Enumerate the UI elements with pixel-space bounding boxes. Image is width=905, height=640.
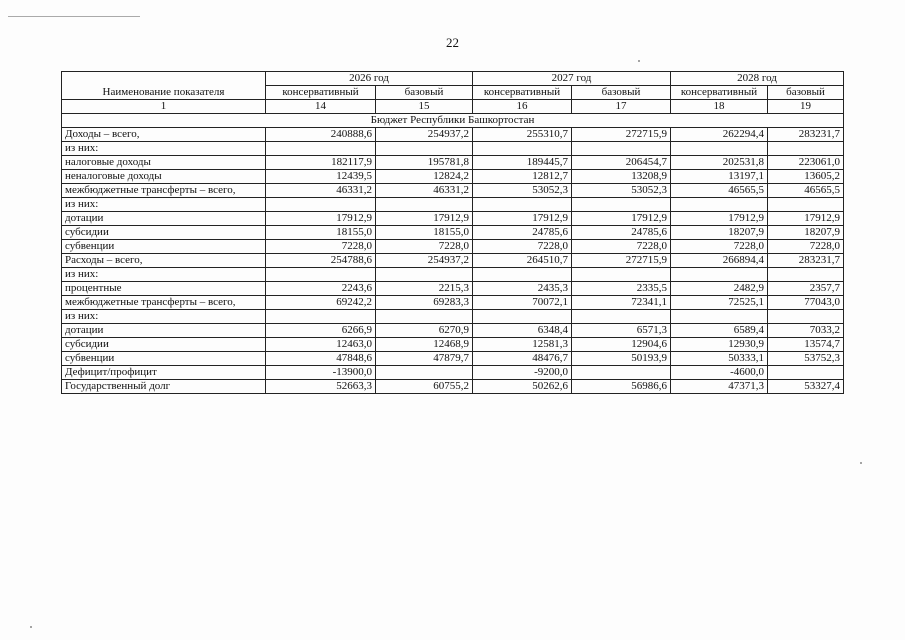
value-cell: 18207,9 bbox=[671, 226, 768, 240]
row-label: дотации bbox=[62, 212, 266, 226]
value-cell bbox=[768, 198, 844, 212]
table-row bbox=[62, 240, 844, 254]
value-cell: 47371,3 bbox=[671, 380, 768, 394]
value-cell: 12904,6 bbox=[572, 338, 671, 352]
value-cell bbox=[768, 310, 844, 324]
value-cell bbox=[671, 142, 768, 156]
value-cell: 72525,1 bbox=[671, 296, 768, 310]
value-cell: 223061,0 bbox=[768, 156, 844, 170]
value-cell: 6571,3 bbox=[572, 324, 671, 338]
value-cell: 6266,9 bbox=[266, 324, 376, 338]
value-cell: 50262,6 bbox=[473, 380, 572, 394]
header-scenario: базовый bbox=[768, 86, 844, 100]
value-cell: 254788,6 bbox=[266, 254, 376, 268]
scan-speck bbox=[30, 626, 32, 628]
row-label: межбюджетные трансферты – всего, bbox=[62, 296, 266, 310]
value-cell bbox=[376, 366, 473, 380]
value-cell: 7228,0 bbox=[572, 240, 671, 254]
value-cell: 77043,0 bbox=[768, 296, 844, 310]
value-cell: 12930,9 bbox=[671, 338, 768, 352]
table-row bbox=[62, 254, 844, 268]
value-cell: 2357,7 bbox=[768, 282, 844, 296]
value-cell bbox=[768, 366, 844, 380]
value-cell: 283231,7 bbox=[768, 128, 844, 142]
header-scenario: базовый bbox=[572, 86, 671, 100]
value-cell: 202531,8 bbox=[671, 156, 768, 170]
value-cell: 7033,2 bbox=[768, 324, 844, 338]
value-cell bbox=[572, 366, 671, 380]
value-cell: 17912,9 bbox=[376, 212, 473, 226]
value-cell bbox=[473, 310, 572, 324]
value-cell: 46565,5 bbox=[768, 184, 844, 198]
row-label: из них: bbox=[62, 310, 266, 324]
value-cell: 46565,5 bbox=[671, 184, 768, 198]
value-cell bbox=[376, 142, 473, 156]
value-cell: 254937,2 bbox=[376, 128, 473, 142]
header-scenario: консервативный bbox=[671, 86, 768, 100]
value-cell: 6270,9 bbox=[376, 324, 473, 338]
value-cell bbox=[376, 198, 473, 212]
value-cell bbox=[266, 310, 376, 324]
row-label: межбюджетные трансферты – всего, bbox=[62, 184, 266, 198]
value-cell: 17912,9 bbox=[473, 212, 572, 226]
value-cell bbox=[266, 198, 376, 212]
table-row bbox=[62, 170, 844, 184]
row-label: субвенции bbox=[62, 240, 266, 254]
column-number: 16 bbox=[473, 100, 572, 114]
value-cell: 56986,6 bbox=[572, 380, 671, 394]
row-label: Доходы – всего, bbox=[62, 128, 266, 142]
value-cell bbox=[768, 142, 844, 156]
header-row-column-numbers bbox=[62, 100, 844, 114]
value-cell bbox=[473, 198, 572, 212]
value-cell: 50333,1 bbox=[671, 352, 768, 366]
row-label: налоговые доходы bbox=[62, 156, 266, 170]
value-cell: 264510,7 bbox=[473, 254, 572, 268]
value-cell: 13574,7 bbox=[768, 338, 844, 352]
row-label: Расходы – всего, bbox=[62, 254, 266, 268]
header-row-years bbox=[62, 72, 844, 86]
value-cell bbox=[671, 268, 768, 282]
value-cell: 7228,0 bbox=[473, 240, 572, 254]
header-scenario: консервативный bbox=[266, 86, 376, 100]
column-number: 19 bbox=[768, 100, 844, 114]
value-cell: 72341,1 bbox=[572, 296, 671, 310]
scan-speck bbox=[860, 462, 862, 464]
value-cell: 13208,9 bbox=[572, 170, 671, 184]
value-cell: 12439,5 bbox=[266, 170, 376, 184]
table-row bbox=[62, 226, 844, 240]
row-label: субсидии bbox=[62, 226, 266, 240]
table-row bbox=[62, 212, 844, 226]
value-cell bbox=[473, 268, 572, 282]
value-cell bbox=[768, 268, 844, 282]
value-cell: 53327,4 bbox=[768, 380, 844, 394]
header-year-2027: 2027 год bbox=[473, 72, 671, 86]
value-cell bbox=[572, 268, 671, 282]
page-number: 22 bbox=[446, 35, 459, 50]
row-label: субсидии bbox=[62, 338, 266, 352]
table-row bbox=[62, 282, 844, 296]
value-cell: 24785,6 bbox=[473, 226, 572, 240]
value-cell: 53752,3 bbox=[768, 352, 844, 366]
value-cell: 18207,9 bbox=[768, 226, 844, 240]
value-cell bbox=[266, 268, 376, 282]
value-cell: 182117,9 bbox=[266, 156, 376, 170]
column-number: 17 bbox=[572, 100, 671, 114]
value-cell: 7228,0 bbox=[671, 240, 768, 254]
scan-edge-line bbox=[8, 16, 140, 17]
row-label: Государственный долг bbox=[62, 380, 266, 394]
value-cell: 2215,3 bbox=[376, 282, 473, 296]
value-cell: 53052,3 bbox=[572, 184, 671, 198]
table-row bbox=[62, 338, 844, 352]
column-number: 14 bbox=[266, 100, 376, 114]
value-cell: 12468,9 bbox=[376, 338, 473, 352]
table-row bbox=[62, 296, 844, 310]
header-scenario: консервативный bbox=[473, 86, 572, 100]
value-cell: 7228,0 bbox=[266, 240, 376, 254]
row-label: дотации bbox=[62, 324, 266, 338]
value-cell: 53052,3 bbox=[473, 184, 572, 198]
value-cell: 266894,4 bbox=[671, 254, 768, 268]
value-cell bbox=[572, 310, 671, 324]
value-cell: 12463,0 bbox=[266, 338, 376, 352]
value-cell: 17912,9 bbox=[671, 212, 768, 226]
value-cell: 69242,2 bbox=[266, 296, 376, 310]
value-cell: 283231,7 bbox=[768, 254, 844, 268]
value-cell: -9200,0 bbox=[473, 366, 572, 380]
value-cell: 195781,8 bbox=[376, 156, 473, 170]
table-row bbox=[62, 310, 844, 324]
value-cell: 60755,2 bbox=[376, 380, 473, 394]
row-label: из них: bbox=[62, 142, 266, 156]
table-row bbox=[62, 142, 844, 156]
value-cell: 18155,0 bbox=[266, 226, 376, 240]
row-label: неналоговые доходы bbox=[62, 170, 266, 184]
table-row bbox=[62, 324, 844, 338]
section-title: Бюджет Республики Башкортостан bbox=[62, 114, 844, 128]
table-row bbox=[62, 352, 844, 366]
value-cell: 2435,3 bbox=[473, 282, 572, 296]
value-cell: 13197,1 bbox=[671, 170, 768, 184]
value-cell: 17912,9 bbox=[572, 212, 671, 226]
value-cell: 47848,6 bbox=[266, 352, 376, 366]
value-cell: 50193,9 bbox=[572, 352, 671, 366]
value-cell: 48476,7 bbox=[473, 352, 572, 366]
value-cell: 2335,5 bbox=[572, 282, 671, 296]
value-cell: 46331,2 bbox=[376, 184, 473, 198]
row-label: из них: bbox=[62, 198, 266, 212]
row-label: субвенции bbox=[62, 352, 266, 366]
value-cell: 24785,6 bbox=[572, 226, 671, 240]
value-cell bbox=[671, 310, 768, 324]
value-cell: 12581,3 bbox=[473, 338, 572, 352]
value-cell bbox=[266, 142, 376, 156]
row-label: процентные bbox=[62, 282, 266, 296]
value-cell: 69283,3 bbox=[376, 296, 473, 310]
column-number: 1 bbox=[62, 100, 266, 114]
value-cell: 272715,9 bbox=[572, 254, 671, 268]
value-cell bbox=[376, 310, 473, 324]
value-cell: 6589,4 bbox=[671, 324, 768, 338]
value-cell: 240888,6 bbox=[266, 128, 376, 142]
table-row bbox=[62, 128, 844, 142]
budget-table bbox=[61, 71, 844, 394]
value-cell: 17912,9 bbox=[266, 212, 376, 226]
table-row bbox=[62, 366, 844, 380]
value-cell: -13900,0 bbox=[266, 366, 376, 380]
header-year-2028: 2028 год bbox=[671, 72, 844, 86]
value-cell bbox=[473, 142, 572, 156]
value-cell: 2243,6 bbox=[266, 282, 376, 296]
column-number: 15 bbox=[376, 100, 473, 114]
value-cell: 18155,0 bbox=[376, 226, 473, 240]
value-cell: 206454,7 bbox=[572, 156, 671, 170]
value-cell: 2482,9 bbox=[671, 282, 768, 296]
value-cell: 272715,9 bbox=[572, 128, 671, 142]
value-cell: 262294,4 bbox=[671, 128, 768, 142]
value-cell: 7228,0 bbox=[376, 240, 473, 254]
header-year-2026: 2026 год bbox=[266, 72, 473, 86]
row-label: Дефицит/профицит bbox=[62, 366, 266, 380]
value-cell: 7228,0 bbox=[768, 240, 844, 254]
value-cell: 13605,2 bbox=[768, 170, 844, 184]
column-number: 18 bbox=[671, 100, 768, 114]
table-row bbox=[62, 198, 844, 212]
value-cell: 189445,7 bbox=[473, 156, 572, 170]
value-cell: 254937,2 bbox=[376, 254, 473, 268]
table-row bbox=[62, 268, 844, 282]
header-scenario: базовый bbox=[376, 86, 473, 100]
table-row bbox=[62, 156, 844, 170]
value-cell bbox=[671, 198, 768, 212]
value-cell bbox=[572, 198, 671, 212]
section-row bbox=[62, 114, 844, 128]
scan-speck bbox=[638, 60, 640, 62]
value-cell: -4600,0 bbox=[671, 366, 768, 380]
header-name-cell: Наименование показателя bbox=[62, 72, 266, 100]
row-label: из них: bbox=[62, 268, 266, 282]
value-cell: 52663,3 bbox=[266, 380, 376, 394]
value-cell: 46331,2 bbox=[266, 184, 376, 198]
value-cell: 6348,4 bbox=[473, 324, 572, 338]
value-cell: 12824,2 bbox=[376, 170, 473, 184]
table-row bbox=[62, 380, 844, 394]
value-cell: 17912,9 bbox=[768, 212, 844, 226]
table-row bbox=[62, 184, 844, 198]
value-cell: 255310,7 bbox=[473, 128, 572, 142]
value-cell bbox=[572, 142, 671, 156]
value-cell: 12812,7 bbox=[473, 170, 572, 184]
value-cell: 47879,7 bbox=[376, 352, 473, 366]
value-cell bbox=[376, 268, 473, 282]
value-cell: 70072,1 bbox=[473, 296, 572, 310]
